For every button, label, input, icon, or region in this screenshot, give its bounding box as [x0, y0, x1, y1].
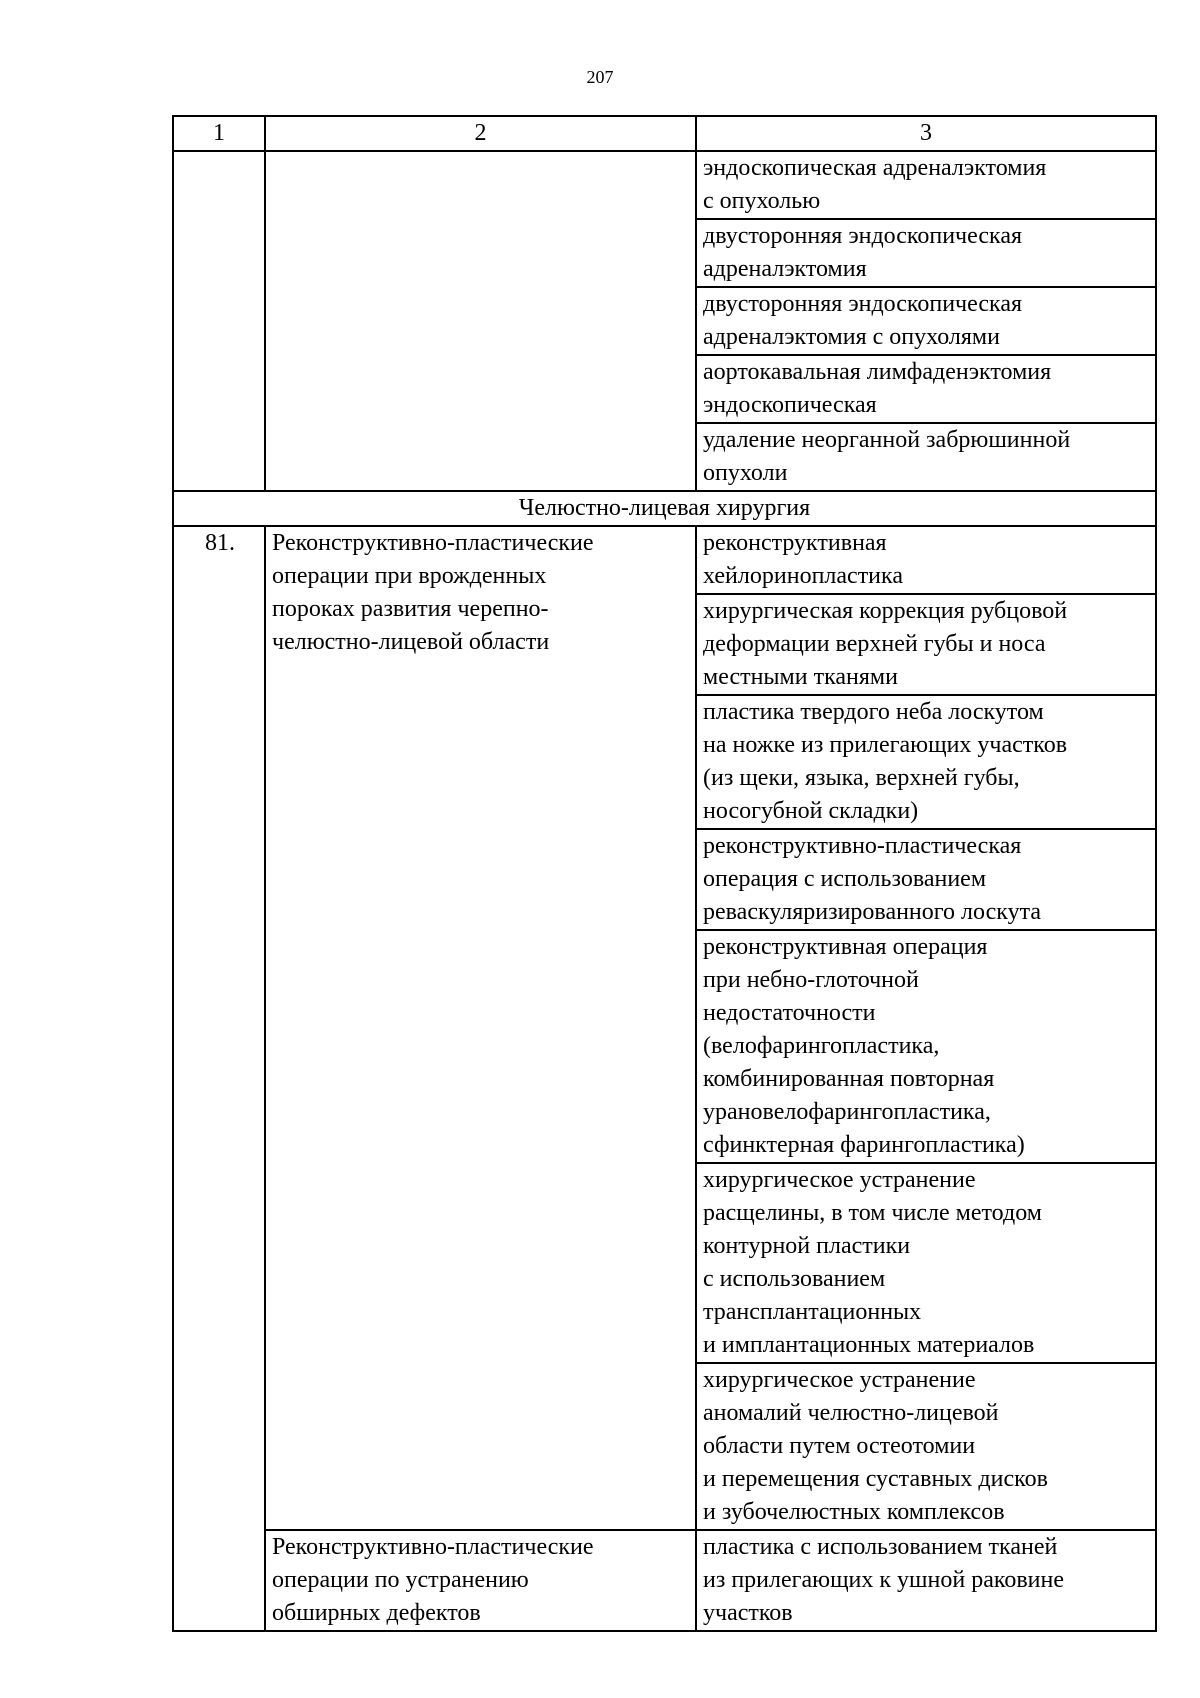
- header-col-3: 3: [696, 116, 1156, 151]
- procedure-line: пластика твердого неба лоскутом: [703, 699, 1044, 725]
- procedure-line: адреналэктомия: [703, 256, 867, 282]
- procedure-line: сфинктерная фарингопластика): [703, 1132, 1025, 1158]
- table-header-row: [173, 116, 1156, 151]
- procedure-line: комбинированная повторная: [703, 1066, 995, 1092]
- procedure-line: аномалий челюстно-лицевой: [703, 1400, 999, 1426]
- procedure-line: двусторонняя эндоскопическая: [703, 223, 1023, 249]
- procedure-line: операция с использованием: [703, 866, 987, 892]
- procedure-line: хирургическая коррекция рубцовой: [703, 598, 1068, 624]
- group-name-line: Реконструктивно-пластические: [272, 530, 594, 556]
- procedure-line: урановелофарингопластика,: [703, 1099, 991, 1125]
- procedure-line: хирургическое устранение: [703, 1167, 976, 1193]
- procedure-line: реваскуляризированного лоскута: [703, 899, 1042, 925]
- header-col-1: 1: [173, 116, 265, 151]
- group-name-line: операции при врожденных: [272, 563, 547, 589]
- procedure-cell: [696, 287, 1156, 355]
- procedure-line: реконструктивная: [703, 530, 887, 556]
- procedure-line: хейлоринопластика: [703, 563, 903, 589]
- group-name-line: обширных дефектов: [272, 1600, 481, 1626]
- procedure-line: (из щеки, языка, верхней губы,: [703, 765, 1020, 791]
- procedure-line: и имплантационных материалов: [703, 1332, 1035, 1358]
- section-title: Челюстно-лицевая хирургия: [173, 491, 1156, 526]
- procedure-line: (велофарингопластика,: [703, 1033, 940, 1059]
- procedure-line: пластика с использованием тканей: [703, 1534, 1058, 1560]
- group-name-line: Реконструктивно-пластические: [272, 1534, 594, 1560]
- procedure-line: опухоли: [703, 460, 788, 486]
- procedure-cell: [696, 151, 1156, 219]
- table-row: [173, 151, 1156, 219]
- procedure-line: контурной пластики: [703, 1233, 911, 1259]
- procedure-line: участков: [703, 1600, 793, 1626]
- procedure-cell: [696, 1163, 1156, 1363]
- procedure-line: области путем остеотомии: [703, 1433, 976, 1459]
- procedure-cell: [696, 423, 1156, 491]
- procedure-cell: [696, 1363, 1156, 1530]
- procedure-cell: [696, 219, 1156, 287]
- procedure-cell: [696, 526, 1156, 594]
- procedure-line: двусторонняя эндоскопическая: [703, 291, 1023, 317]
- empty-name-cell: [265, 151, 696, 491]
- procedure-line: деформации верхней губы и носа: [703, 631, 1046, 657]
- group-name-cell: [265, 526, 696, 1530]
- section-row: [173, 491, 1156, 526]
- procedures-table: [172, 115, 1157, 1632]
- procedure-line: удаление неорганной забрюшинной: [703, 427, 1071, 453]
- procedure-line: носогубной складки): [703, 798, 919, 824]
- procedure-line: с использованием: [703, 1266, 886, 1292]
- procedure-cell: [696, 829, 1156, 930]
- group-name-line: операции по устранению: [272, 1567, 529, 1593]
- procedure-line: реконструктивная операция: [703, 934, 988, 960]
- procedure-line: трансплантационных: [703, 1299, 922, 1325]
- procedure-cell: [696, 695, 1156, 829]
- group-name-line: пороках развития черепно-: [272, 596, 549, 622]
- procedure-line: на ножке из прилегающих участков: [703, 732, 1068, 758]
- page-number: 207: [586, 67, 614, 87]
- empty-number-cell: [173, 151, 265, 491]
- table-row: [173, 526, 1156, 594]
- procedure-line: реконструктивно-пластическая: [703, 833, 1022, 859]
- procedure-line: расщелины, в том числе методом: [703, 1200, 1042, 1226]
- procedure-line: эндоскопическая адреналэктомия: [703, 155, 1047, 181]
- table-row: [173, 1530, 1156, 1631]
- procedure-line: из прилегающих к ушной раковине: [703, 1567, 1064, 1593]
- procedure-cell: [696, 1530, 1156, 1631]
- group-name-line: челюстно-лицевой области: [272, 629, 550, 655]
- group-name-cell: [265, 1530, 696, 1631]
- procedure-cell: [696, 355, 1156, 423]
- procedure-line: недостаточности: [703, 1000, 876, 1026]
- procedure-line: при небно-глоточной: [703, 967, 919, 993]
- procedure-line: с опухолью: [703, 188, 821, 214]
- procedure-line: местными тканями: [703, 664, 898, 690]
- procedure-line: эндоскопическая: [703, 392, 877, 418]
- procedure-line: адреналэктомия с опухолями: [703, 324, 1000, 350]
- header-col-2: 2: [265, 116, 696, 151]
- row-number: 81.: [173, 526, 265, 1631]
- procedure-line: и перемещения суставных дисков: [703, 1466, 1048, 1492]
- procedure-line: хирургическое устранение: [703, 1367, 976, 1393]
- procedure-line: и зубочелюстных комплексов: [703, 1499, 1005, 1525]
- procedure-cell: [696, 594, 1156, 695]
- procedure-line: аортокавальная лимфаденэктомия: [703, 359, 1052, 385]
- procedure-cell: [696, 930, 1156, 1163]
